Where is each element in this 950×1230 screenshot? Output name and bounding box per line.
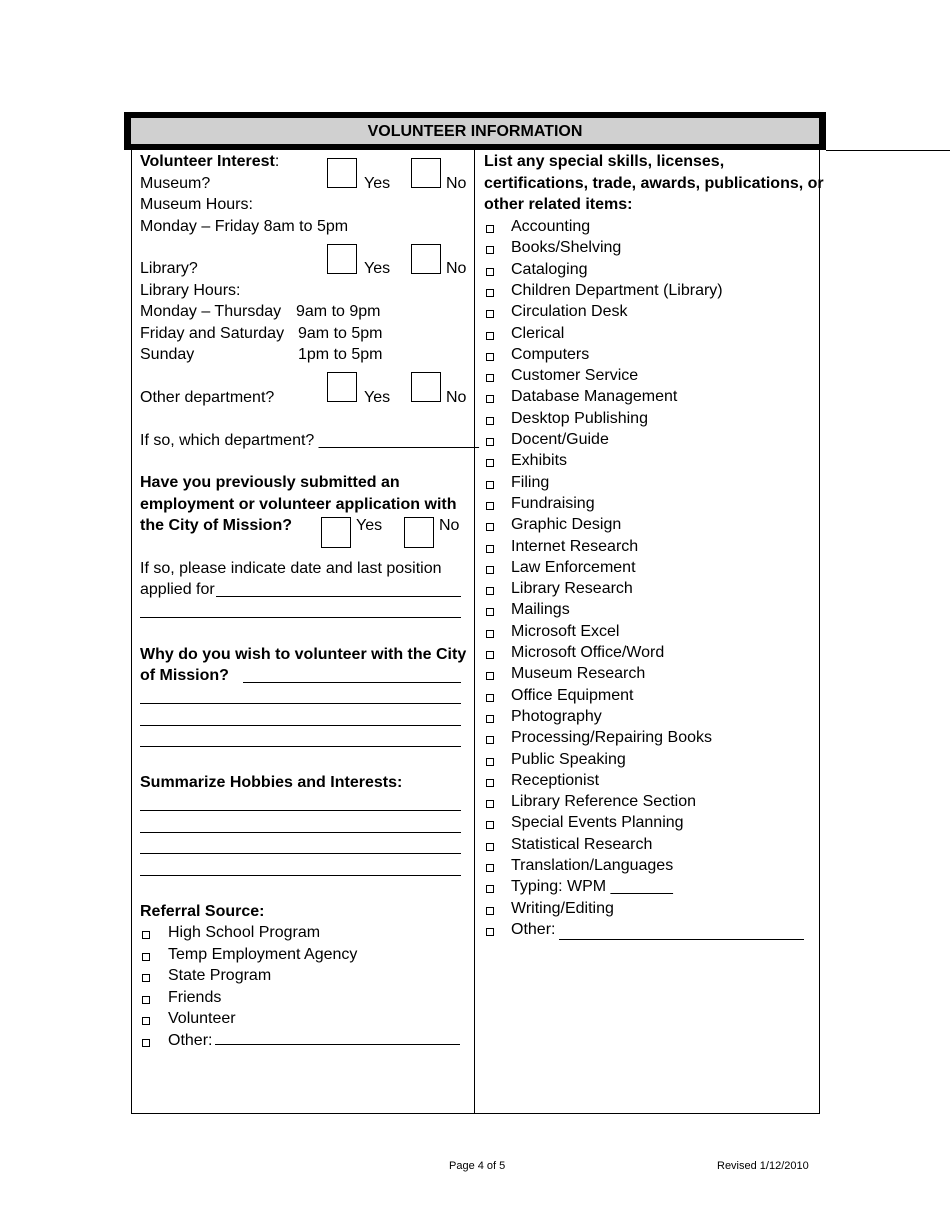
hobbies-line[interactable] (140, 853, 461, 854)
museum-yes-label: Yes (364, 175, 391, 192)
skill-item-fundraising: Fundraising (511, 494, 595, 512)
skill-item-typing-wpm: Typing: WPM _______ (511, 878, 673, 896)
skill-item-library-research: Library Research (511, 580, 633, 598)
checkbox-icon[interactable] (486, 779, 494, 787)
checkbox-icon[interactable] (486, 353, 494, 361)
why-answer-line[interactable] (140, 725, 461, 726)
checkbox-icon[interactable] (486, 885, 494, 893)
library-hours-time: 9am to 9pm (296, 303, 381, 320)
checkbox-icon[interactable] (486, 332, 494, 340)
skill-item-office-equipment: Office Equipment (511, 686, 634, 704)
skill-item-internet-research: Internet Research (511, 537, 639, 555)
library-hours-days: Friday and Saturday (140, 325, 285, 342)
other-dept-question: Other department? (140, 389, 275, 406)
referral-item-volunteer: Volunteer (168, 1010, 236, 1027)
skill-item-writing-editing: Writing/Editing (511, 899, 614, 917)
skill-item-cataloging: Cataloging (511, 260, 588, 278)
skill-item-computers: Computers (511, 345, 590, 363)
skill-item-microsoft-excel: Microsoft Excel (511, 622, 620, 640)
table-left-border (131, 150, 132, 1113)
checkbox-icon[interactable] (486, 715, 494, 723)
checkbox-icon[interactable] (486, 268, 494, 276)
prev-application-question: Have you previously submitted an (140, 474, 400, 491)
why-volunteer-question: Why do you wish to volunteer with the City (140, 646, 467, 663)
skill-item-filing: Filing (511, 473, 550, 491)
table-bottom-border (131, 1113, 820, 1114)
checkbox-icon[interactable] (486, 694, 494, 702)
checkbox-icon[interactable] (486, 566, 494, 574)
skill-item-circulation-desk: Circulation Desk (511, 303, 628, 321)
skill-item-translation-languages: Translation/Languages (511, 857, 674, 874)
page-number: Page 4 of 5 (449, 1160, 506, 1172)
skill-item-desktop-publishing: Desktop Publishing (511, 409, 648, 427)
revised-date: Revised 1/12/2010 (717, 1160, 809, 1172)
checkbox-icon[interactable] (486, 289, 494, 297)
library-hours-time: 9am to 5pm (298, 325, 383, 342)
prev-application-question: the City of Mission? (140, 517, 292, 534)
skill-item-other: Other: (511, 920, 556, 938)
checkbox-icon[interactable] (486, 374, 494, 382)
checkbox-icon[interactable] (486, 225, 494, 233)
skill-item-library-reference-section: Library Reference Section (511, 793, 696, 811)
referral-item-temp-employment-agency: Temp Employment Agency (168, 945, 358, 963)
checkbox-icon[interactable] (486, 821, 494, 829)
checkbox-icon[interactable] (486, 523, 494, 531)
museum-no-label: No (446, 175, 467, 192)
checkbox-icon[interactable] (486, 736, 494, 744)
museum-no-checkbox[interactable] (411, 158, 441, 188)
library-hours-label: Library Hours: (140, 282, 241, 299)
hobbies-line[interactable] (140, 810, 461, 811)
prev-yes-label: Yes (356, 517, 383, 534)
hobbies-line[interactable] (140, 832, 461, 833)
checkbox-icon[interactable] (486, 438, 494, 446)
checkbox-icon[interactable] (486, 395, 494, 403)
applied-for-line[interactable] (216, 596, 461, 597)
skill-item-special-events-planning: Special Events Planning (511, 814, 684, 832)
checkbox-icon[interactable] (486, 928, 494, 936)
skills-heading: List any special skills, licenses, (484, 153, 725, 170)
referral-item-high-school-program: High School Program (168, 924, 321, 941)
library-no-checkbox[interactable] (411, 244, 441, 274)
skill-item-accounting: Accounting (511, 218, 591, 235)
checkbox-icon[interactable] (486, 651, 494, 659)
skill-item-microsoft-office-word: Microsoft Office/Word (511, 644, 665, 661)
checkbox-icon[interactable] (486, 758, 494, 766)
skill-item-processing-repairing-books: Processing/Repairing Books (511, 729, 712, 747)
checkbox-icon[interactable] (486, 907, 494, 915)
library-hours-days: Sunday (140, 346, 195, 363)
referral-item-state-program: State Program (168, 967, 272, 984)
why-answer-line[interactable] (243, 682, 461, 683)
checkbox-icon[interactable] (486, 545, 494, 553)
library-yes-label: Yes (364, 260, 391, 277)
skill-item-books-shelving: Books/Shelving (511, 239, 622, 257)
skill-item-exhibits: Exhibits (511, 452, 568, 470)
skill-item-statistical-research: Statistical Research (511, 835, 653, 853)
hobbies-line[interactable] (140, 875, 461, 876)
volunteer-interest-heading: Volunteer Interest: (140, 153, 280, 170)
referral-other-line[interactable] (215, 1044, 460, 1045)
other-dept-yes-checkbox[interactable] (327, 372, 357, 402)
section-title: VOLUNTEER INFORMATION (367, 123, 583, 140)
applied-for-line[interactable] (140, 617, 461, 618)
skill-item-law-enforcement: Law Enforcement (511, 558, 636, 576)
checkbox-icon[interactable] (486, 502, 494, 510)
prev-yes-checkbox[interactable] (321, 517, 351, 548)
checkbox-icon[interactable] (486, 459, 494, 467)
referral-heading: Referral Source: (140, 903, 265, 920)
skills-heading: other related items: (484, 196, 633, 213)
checkbox-icon[interactable] (486, 587, 494, 595)
why-volunteer-question: of Mission? (140, 667, 229, 684)
skill-item-customer-service: Customer Service (511, 367, 639, 385)
checkbox-icon[interactable] (142, 953, 150, 961)
hobbies-heading: Summarize Hobbies and Interests: (140, 774, 403, 791)
skill-item-children-department-library: Children Department (Library) (511, 281, 723, 299)
checkbox-icon[interactable] (142, 974, 150, 982)
which-dept-field[interactable]: If so, which department? __________________ (140, 432, 479, 449)
skill-item-museum-research: Museum Research (511, 665, 646, 683)
library-hours-time: 1pm to 5pm (298, 346, 383, 363)
library-hours-days: Monday – Thursday (140, 303, 282, 320)
prev-indicate-text: If so, please indicate date and last position (140, 560, 442, 577)
skill-item-mailings: Mailings (511, 601, 570, 619)
referral-item-friends: Friends (168, 988, 222, 1006)
skill-item-database-management: Database Management (511, 388, 678, 406)
referral-item-other: Other: (168, 1031, 213, 1049)
skills-heading: certifications, trade, awards, publications, or (484, 175, 824, 192)
checkbox-icon[interactable] (142, 931, 150, 939)
checkbox-icon[interactable] (142, 1039, 150, 1047)
checkbox-icon[interactable] (486, 800, 494, 808)
museum-hours-label: Museum Hours: (140, 196, 253, 213)
checkbox-icon[interactable] (486, 864, 494, 872)
why-answer-line[interactable] (140, 703, 461, 704)
other-dept-no-checkbox[interactable] (411, 372, 441, 402)
checkbox-icon[interactable] (142, 1017, 150, 1025)
museum-hours: Monday – Friday 8am to 5pm (140, 218, 349, 235)
museum-question: Museum? (140, 175, 211, 192)
other-dept-yes-label: Yes (364, 389, 391, 406)
checkbox-icon[interactable] (486, 630, 494, 638)
skill-item-photography: Photography (511, 707, 602, 725)
other-dept-no-label: No (446, 389, 467, 406)
checkbox-icon[interactable] (486, 246, 494, 254)
library-question: Library? (140, 260, 198, 277)
skill-item-clerical: Clerical (511, 324, 565, 342)
skill-item-docent-guide: Docent/Guide (511, 431, 609, 448)
checkbox-icon[interactable] (142, 996, 150, 1004)
checkbox-icon[interactable] (486, 843, 494, 851)
checkbox-icon[interactable] (486, 608, 494, 616)
prev-no-checkbox[interactable] (404, 517, 434, 548)
checkbox-icon[interactable] (486, 417, 494, 425)
why-answer-line[interactable] (140, 746, 461, 747)
applied-for-label: applied for (140, 581, 215, 598)
checkbox-icon[interactable] (486, 481, 494, 489)
prev-no-label: No (439, 517, 460, 534)
library-yes-checkbox[interactable] (327, 244, 357, 274)
skill-item-graphic-design: Graphic Design (511, 516, 622, 534)
skill-item-public-speaking: Public Speaking (511, 750, 626, 768)
checkbox-icon[interactable] (486, 672, 494, 680)
library-no-label: No (446, 260, 467, 277)
prev-application-question: employment or volunteer application with (140, 496, 457, 513)
skill-item-receptionist: Receptionist (511, 771, 600, 789)
table-column-divider (474, 150, 475, 1113)
checkbox-icon[interactable] (486, 310, 494, 318)
table-right-border (819, 150, 820, 1113)
skills-other-line[interactable] (559, 939, 804, 940)
museum-yes-checkbox[interactable] (327, 158, 357, 188)
right-edge-line (826, 150, 950, 151)
